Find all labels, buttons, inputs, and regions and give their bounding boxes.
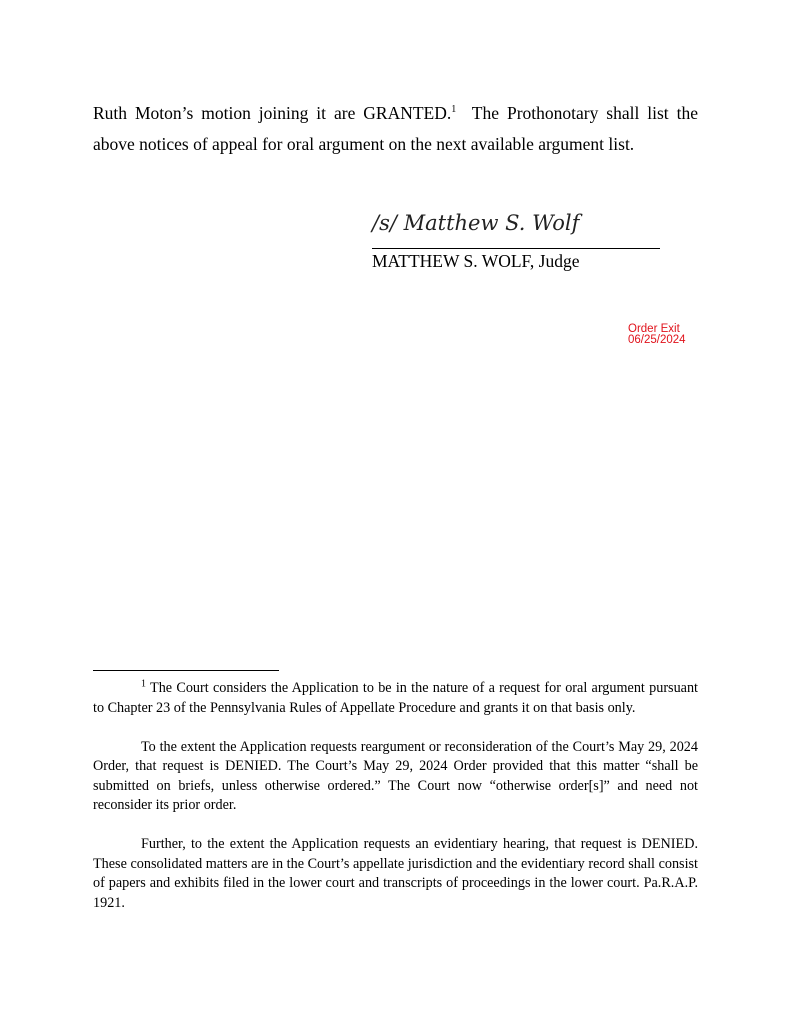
footnote-paragraph-3: Further, to the extent the Application requests an evidentiary hearing, that request is DENIED. These consolidated matters are in the Court’s appellate jurisdiction and the evidentiary record shall consist of papers and exhibits filed in the lower court and transcripts of proceedings in the lower court. Pa.R.A.P. 1921.	[93, 836, 698, 911]
footnote-paragraph-2: To the extent the Application requests reargument or reconsideration of the Court’s May 29, 2024 Order, that request is DENIED. The Court’s May 29, 2024 Order provided that this matter “shall be submitted on briefs, unless otherwise ordered.” The Court now “otherwise order[s]” and need not reconsider its prior order.	[93, 738, 698, 813]
footnote-marker: 1	[141, 678, 146, 690]
footnotes	[93, 679, 698, 933]
stamp-label: Order Exit	[628, 323, 680, 335]
order-body	[93, 98, 698, 160]
footnote-reference: 1	[451, 104, 457, 116]
electronic-signature	[372, 206, 662, 238]
signature-script: /s/ Matthew S. Wolf	[372, 211, 580, 235]
footnote-text-1: The Court considers the Application to be in the nature of a request for oral argument pursuant to Chapter 23 of the Pennsylvania Rules of Appellate Procedure and grants it on that basis only.	[93, 680, 698, 716]
footnote-separator	[93, 670, 279, 671]
order-body-line-1-continued: The Prothonotary shall list the	[456, 103, 698, 123]
order-body-line-2: above notices of appeal for oral argument on the next available argument list.	[93, 134, 635, 154]
footnote-paragraph-1	[93, 679, 698, 718]
signature-line	[372, 248, 660, 249]
judge-name: MATTHEW S. WOLF, Judge	[372, 251, 580, 271]
order-body-line-1-text: Ruth Moton’s motion joining it are GRANTED.	[93, 103, 452, 123]
order-body-line-1	[93, 98, 698, 129]
handwritten-signature	[372, 208, 580, 238]
signature-block	[372, 206, 662, 272]
stamp-date: 06/25/2024	[628, 334, 686, 346]
order-exit-stamp	[628, 324, 686, 346]
